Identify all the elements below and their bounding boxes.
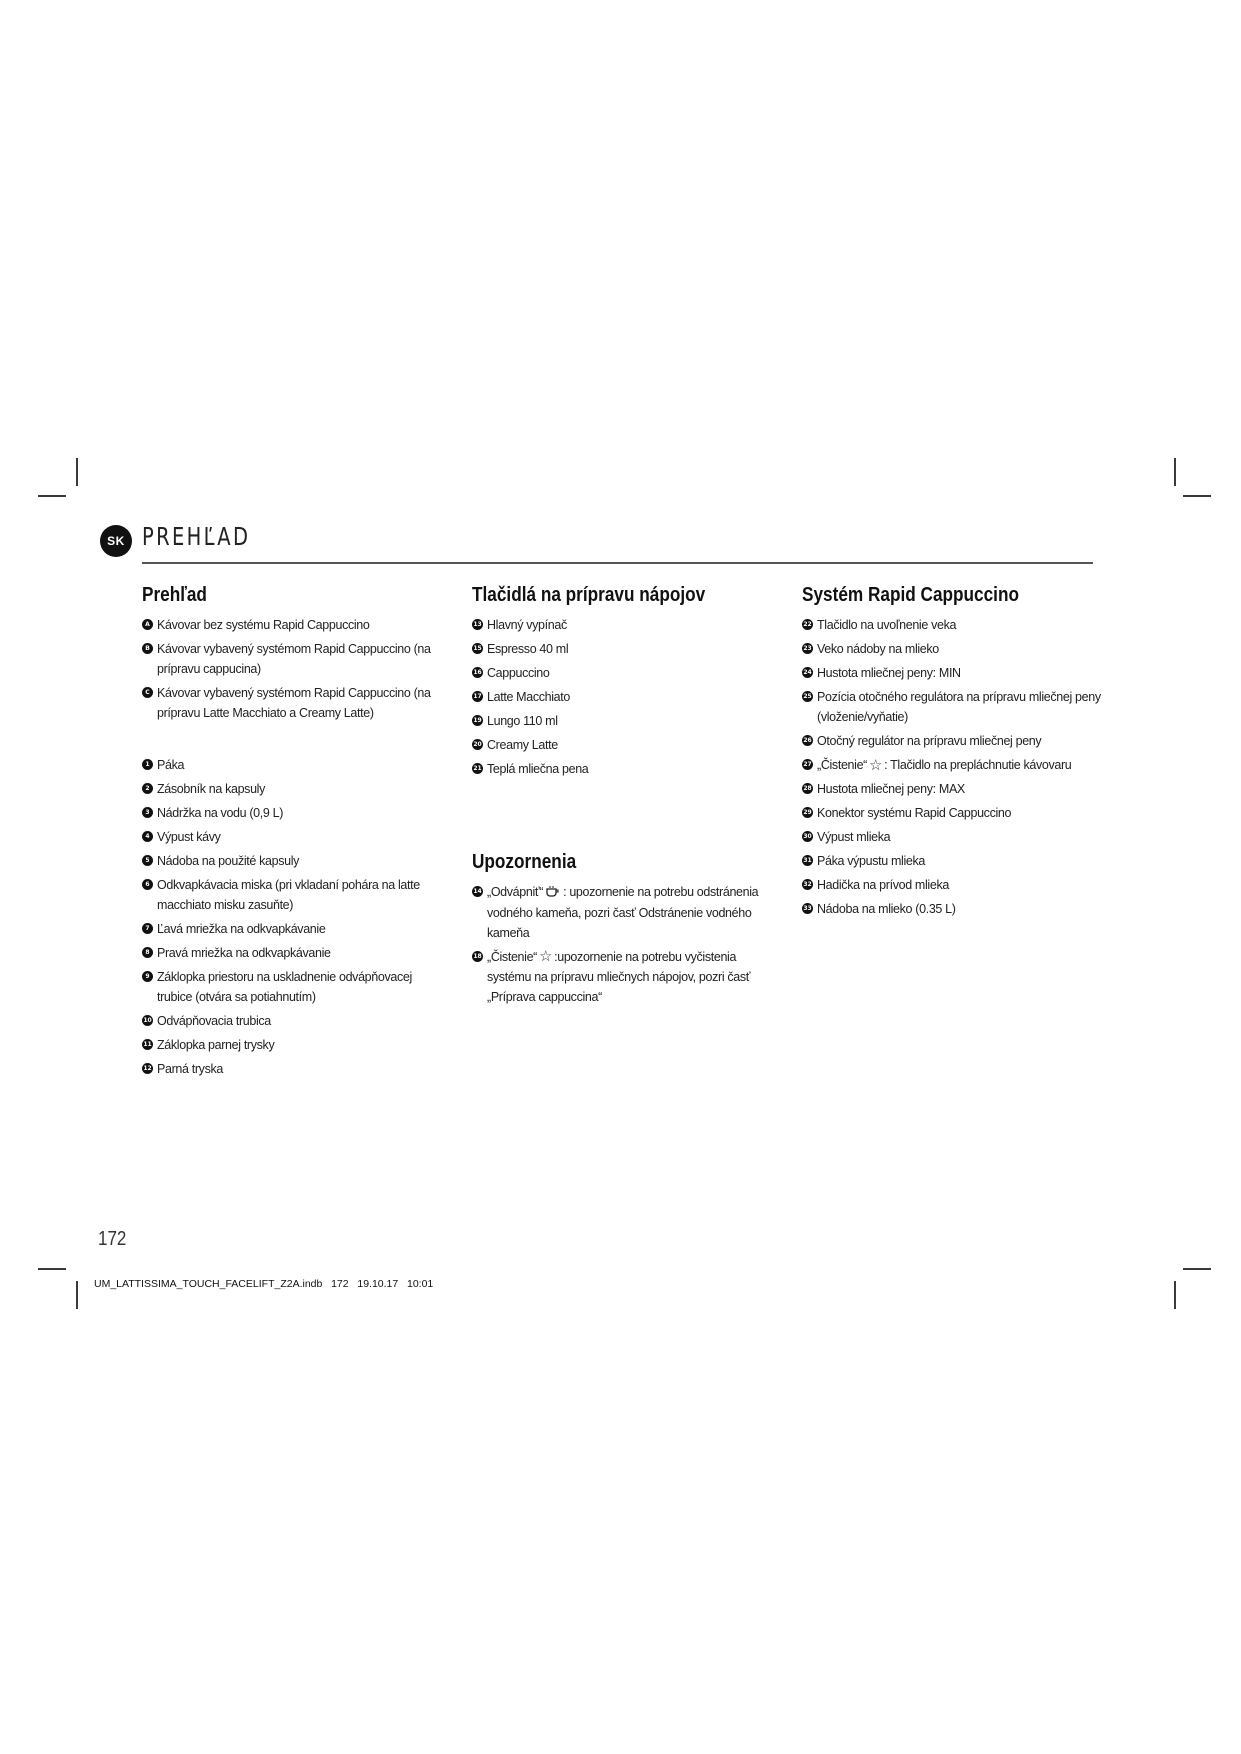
number-badge: 17 <box>473 693 482 700</box>
number-badge: 15 <box>473 645 482 652</box>
list-item <box>802 663 1102 683</box>
star-icon: ☆ <box>869 756 883 774</box>
list-item <box>472 882 772 943</box>
list-item <box>472 663 772 683</box>
item-text: Kávovar bez systému Rapid Cappuccino <box>157 618 370 632</box>
crop-mark <box>1174 458 1176 486</box>
page-title: PREHĽAD <box>142 522 251 551</box>
item-text: Odkvapkávacia miska (pri vkladaní pohára na latte macchiato misku zasuňte) <box>157 878 420 912</box>
item-text: Otočný regulátor na prípravu mliečnej peny <box>817 734 1042 748</box>
number-badge: 3 <box>142 807 153 818</box>
list-item <box>142 943 442 963</box>
section-title-rapid-cappuccino: Systém Rapid Cappuccino <box>802 584 1019 606</box>
item-text: Páka <box>157 758 185 772</box>
list-item <box>142 755 442 775</box>
overview-column <box>142 584 442 1083</box>
number-badge: 19 <box>473 717 482 724</box>
overview-list-top <box>142 615 442 723</box>
number-badge: 31 <box>803 857 812 864</box>
item-text: Pravá mriežka na odkvapkávanie <box>157 946 331 960</box>
item-text: Kávovar vybavený systémom Rapid Cappuccino (na prípravu cappucina) <box>157 642 431 676</box>
list-item <box>472 639 772 659</box>
number-badge: 1 <box>142 759 153 770</box>
item-text: Ľavá mriežka na odkvapkávanie <box>157 922 326 936</box>
buttons-column <box>472 584 772 1011</box>
item-text: Parná tryska <box>157 1062 223 1076</box>
item-text: Výpust kávy <box>157 830 221 844</box>
item-prefix: „Čistenie“ <box>487 949 537 964</box>
number-badge: 13 <box>473 621 482 628</box>
number-badge: 2 <box>142 783 153 794</box>
number-badge: 21 <box>473 765 482 772</box>
item-text: Latte Macchiato <box>487 690 570 704</box>
list-item <box>802 875 1102 895</box>
crop-mark <box>76 1281 78 1309</box>
list-item <box>472 711 772 731</box>
number-badge: 33 <box>803 905 812 912</box>
item-text: Konektor systému Rapid Cappuccino <box>817 806 1012 820</box>
number-badge: 25 <box>803 693 812 700</box>
number-badge: 11 <box>143 1041 152 1048</box>
number-badge: C <box>142 687 153 698</box>
list-item <box>802 755 1102 775</box>
item-text: Veko nádoby na mlieko <box>817 642 939 656</box>
item-prefix: „Odvápniť“ <box>487 885 544 899</box>
item-text: Espresso 40 ml <box>487 642 569 656</box>
number-badge: 24 <box>803 669 812 676</box>
list-item <box>142 683 442 723</box>
list-item <box>472 615 772 635</box>
item-text: Cappuccino <box>487 666 550 680</box>
item-text: Pozícia otočného regulátora na prípravu mliečnej peny (vloženie/vyňatie) <box>817 690 1101 724</box>
list-item <box>142 615 442 635</box>
item-text: Hadička na prívod mlieka <box>817 878 949 892</box>
item-text: : upozornenie na potrebu odstránenia vodného kameňa, pozri časť Odstránenie vodného kameňa <box>487 885 759 940</box>
buttons-list <box>472 615 772 779</box>
item-text: : Tlačidlo na prepláchnutie kávovaru <box>884 758 1072 772</box>
item-prefix: „Čistenie“ <box>817 758 867 772</box>
number-badge: 29 <box>803 809 812 816</box>
number-badge: 23 <box>803 645 812 652</box>
list-item <box>142 919 442 939</box>
rapid-cappuccino-column <box>802 584 1102 923</box>
language-badge: SK <box>100 525 132 557</box>
number-badge: B <box>142 643 153 654</box>
list-item <box>802 803 1102 823</box>
number-badge: 10 <box>143 1017 152 1024</box>
item-text: Zásobník na kapsuly <box>157 782 265 796</box>
list-item <box>802 827 1102 847</box>
number-badge: 26 <box>803 737 812 744</box>
list-item <box>802 851 1102 871</box>
item-text: Odvápňovacia trubica <box>157 1014 271 1028</box>
number-badge: 4 <box>142 831 153 842</box>
number-badge: 22 <box>803 621 812 628</box>
item-text: Hustota mliečnej peny: MIN <box>817 666 961 680</box>
header-divider <box>142 562 1093 564</box>
page-number: 172 <box>98 1228 127 1250</box>
list-item <box>802 779 1102 799</box>
number-badge: 12 <box>143 1065 152 1072</box>
print-slug: UM_LATTISSIMA_TOUCH_FACELIFT_Z2A.indb 172 19.10.17 10:01 <box>94 1278 434 1290</box>
list-item <box>802 899 1102 919</box>
item-text: Tlačidlo na uvoľnenie veka <box>817 618 957 632</box>
overview-list-parts <box>142 755 442 1079</box>
item-text: Nádoba na použité kapsuly <box>157 854 300 868</box>
number-badge: 14 <box>473 888 482 895</box>
list-item <box>142 779 442 799</box>
descaling-icon <box>546 883 560 903</box>
list-item <box>472 759 772 779</box>
section-title-overview: Prehľad <box>142 584 207 606</box>
item-text: Páka výpustu mlieka <box>817 854 925 868</box>
number-badge: 9 <box>142 971 153 982</box>
crop-mark <box>1183 1268 1211 1270</box>
number-badge: 6 <box>142 879 153 890</box>
list-item <box>142 639 442 679</box>
item-text: :upozornenie na potrebu vyčistenia systému na prípravu mliečnych nápojov, pozri časť „Príprava cappuccina“ <box>487 949 751 1004</box>
list-item <box>142 875 442 915</box>
crop-mark <box>1174 1281 1176 1309</box>
list-item <box>802 731 1102 751</box>
item-text: Výpust mlieka <box>817 830 891 844</box>
number-badge: 20 <box>473 741 482 748</box>
number-badge: 8 <box>142 947 153 958</box>
number-badge: 7 <box>142 923 153 934</box>
star-icon: ☆ <box>539 948 553 966</box>
item-text: Creamy Latte <box>487 738 558 752</box>
crop-mark <box>1183 495 1211 497</box>
list-item <box>142 1011 442 1031</box>
item-text: Nádoba na mlieko (0.35 L) <box>817 902 956 916</box>
number-badge: 30 <box>803 833 812 840</box>
item-text: Hustota mliečnej peny: MAX <box>817 782 965 796</box>
list-item <box>142 851 442 871</box>
number-badge: 16 <box>473 669 482 676</box>
list-item <box>472 735 772 755</box>
number-badge: 27 <box>803 761 812 768</box>
item-text: Záklopka parnej trysky <box>157 1038 275 1052</box>
list-item <box>802 687 1102 727</box>
list-item <box>142 803 442 823</box>
list-item <box>142 1035 442 1055</box>
section-title-buttons: Tlačidlá na prípravu nápojov <box>472 584 706 606</box>
item-text: Lungo 110 ml <box>487 714 558 728</box>
crop-mark <box>38 1268 66 1270</box>
item-text: Nádržka na vodu (0,9 L) <box>157 806 284 820</box>
list-item <box>472 687 772 707</box>
crop-mark <box>76 458 78 486</box>
list-item <box>802 615 1102 635</box>
rapid-cappuccino-list <box>802 615 1102 919</box>
item-text: Hlavný vypínač <box>487 618 567 632</box>
list-item <box>472 947 772 1007</box>
number-badge: 5 <box>142 855 153 866</box>
warnings-list <box>472 882 772 1007</box>
item-text: Teplá mliečna pena <box>487 762 589 776</box>
item-text: Kávovar vybavený systémom Rapid Cappuccino (na prípravu Latte Macchiato a Creamy Latte) <box>157 686 431 720</box>
number-badge: 32 <box>803 881 812 888</box>
list-item <box>142 827 442 847</box>
number-badge: 28 <box>803 785 812 792</box>
list-item <box>802 639 1102 659</box>
list-item <box>142 1059 442 1079</box>
list-item <box>142 967 442 1007</box>
number-badge: A <box>142 619 153 630</box>
number-badge: 18 <box>473 952 482 960</box>
item-text: Záklopka priestoru na uskladnenie odvápňovacej trubice (otvára sa potiahnutím) <box>157 970 412 1004</box>
crop-mark <box>38 495 66 497</box>
section-title-warnings: Upozornenia <box>472 851 577 873</box>
